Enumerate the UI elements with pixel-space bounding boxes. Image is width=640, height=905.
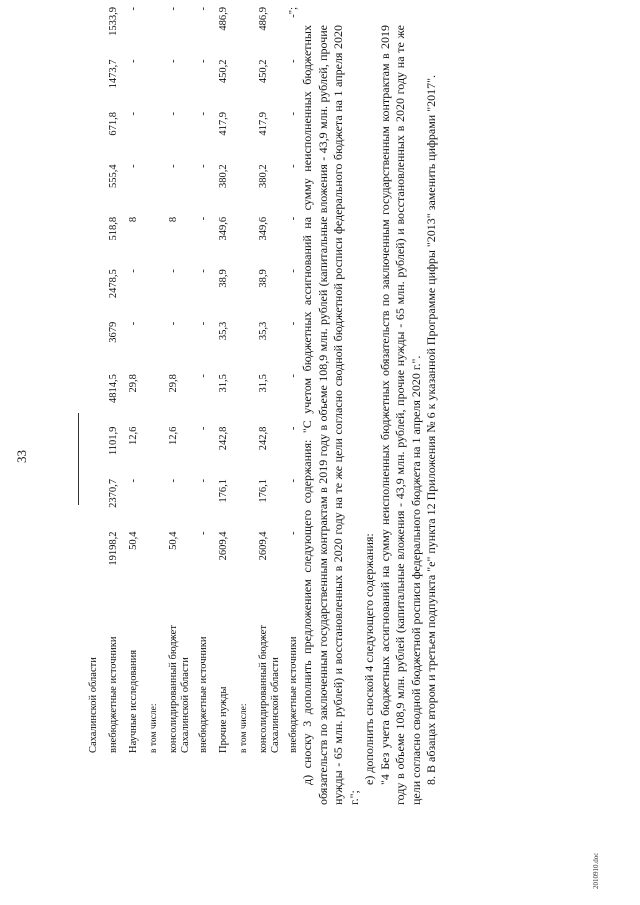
table-cell: 242,8 [218,426,229,451]
table-cell: 2478,5 [108,269,119,299]
table-cell: - [128,479,139,483]
table-cell [238,112,258,164]
table-cell: 31,5 [258,374,269,393]
table-cell: 671,8 [108,111,119,136]
table-cell: 4814,5 [108,374,119,404]
table-cell: 38,9 [258,269,269,288]
table-row [258,7,288,753]
table-cell [238,374,258,426]
table-cell: - [128,164,139,168]
file-reference: 2010910.doc [592,852,600,889]
table-row [128,7,148,753]
paragraph-d: д) сноску 3 дополнить предложением следующего содержания: "С учетом бюджетных ассигнований на сумму неисполненных бюджетных обязательств по заключенным государственным контрактам в 2019 году в объеме 108,9 млн. рублей (капитальные вложения - 43,9 млн. рублей, прочие нужды - 65 млн. рублей) и восстановленных в 2020 году на те же цели согласно сводной бюджетной росписи федерального бюджета на 1 апреля 2020 г."; [300,25,361,805]
table-cell: 1533,9 [108,7,119,36]
footnote-separator-line [78,413,79,505]
table-cell: 8 [128,216,139,223]
table-cell: 555,4 [108,164,119,189]
table-cell [148,374,168,426]
table-cell: 349,6 [258,216,269,241]
table-row [198,7,218,753]
table-cell: - [198,111,209,116]
table-cell [238,7,258,60]
table-cell: 12,6 [128,426,139,445]
table-cell [88,112,108,164]
table-cell: - [198,216,209,221]
table-cell: 8 [168,216,179,223]
row-label: в том числе: [149,703,159,753]
row-label: Сахалинской области [88,657,99,753]
table-cell [148,479,168,531]
table-cell [88,531,108,583]
table-cell [88,60,108,112]
table-cell: 486,9 [218,7,229,31]
table-cell: - [288,531,299,535]
table-cell: 176,1 [218,479,229,503]
table-cell [238,322,258,374]
table-cell: 12,6 [168,426,179,445]
table-cell [88,217,108,269]
paragraph-8: 8. В абзацах втором и третьем подпункта "е" пункта 12 Приложения № 6 к указанной Программе цифры "2013" заменить цифрами "2017". [424,74,438,785]
table-cell: 1473,7 [108,59,119,89]
table-cell [148,60,168,112]
table-cell: - [168,7,179,11]
row-label: консолидированный бюджет Сахалинской области [168,625,191,753]
table-cell: - [288,216,299,221]
table-cell: 2370,7 [108,479,119,508]
table-row [238,7,258,753]
table-row [88,7,108,753]
table-cell: - [168,479,179,483]
table-cell: 29,8 [128,374,139,393]
table-cell [88,164,108,216]
row-label: внебюджетные источники [288,636,299,753]
row-label: Научные исследования [128,649,139,753]
table-cell [238,427,258,479]
paragraph-e: е) дополнить сноской 4 следующего содержания: [362,533,376,785]
row-label: внебюджетные источники [198,636,209,753]
table-cell: 1101,9 [108,426,119,456]
table-cell [148,322,168,374]
table-cell: 417,9 [258,111,269,136]
table-cell [238,60,258,112]
table-cell: 349,6 [218,216,229,241]
table-cell: 450,2 [218,59,229,84]
table-cell [238,479,258,531]
table-cell: - [198,321,209,326]
table-cell [148,112,168,164]
table-cell: - [288,269,299,273]
table-cell: - [168,269,179,273]
table-cell [88,374,108,426]
row-label: консолидированный бюджет Сахалинской области [258,625,281,753]
page-number: 33 [14,450,29,463]
table-cell: 242,8 [258,426,269,451]
table-cell: - [288,479,299,483]
table-cell [238,531,258,583]
table-cell: 29,8 [168,374,179,393]
table-cell: - [198,426,209,431]
table-cell: 380,2 [218,164,229,189]
table-cell: - [128,321,139,326]
funding-table [88,7,308,753]
table-cell [88,322,108,374]
table-cell: 486,9 [258,7,269,31]
table-row [168,7,198,753]
table-cell: - [288,426,299,431]
table-cell: - [168,164,179,168]
table-cell: - [198,531,209,535]
table-cell: -"; [288,7,299,18]
table-cell: - [288,164,299,168]
table-cell: - [168,111,179,116]
table-cell: 450,2 [258,59,269,84]
table-cell: - [168,59,179,64]
table-cell: 417,9 [218,111,229,136]
table-cell [148,7,168,60]
table-cell: - [168,321,179,326]
row-label: в том числе: [239,703,249,753]
table-cell [148,269,168,321]
table-cell: - [288,59,299,64]
table-cell: 50,4 [168,531,179,550]
footnote-4-text: "4 Без учета бюджетных ассигнований на сумму неисполненных бюджетных обязательств по заключенным государственным контрактам в 2019 году в объеме 108,9 млн. рублей (капитальные вложения - 43,9 млн. рублей, прочие нужды - 65 млн. рублей) и восстановленных в 2020 году на те же цели согласно сводной бюджетной росписи федерального бюджета на 1 апреля 2020 г.". [377,25,423,805]
table-row [108,7,128,753]
amendment-text [300,25,440,805]
table-cell: 380,2 [258,164,269,189]
table-cell: 35,3 [218,321,229,341]
row-label: внебюджетные источники [108,636,119,753]
table-cell: 38,9 [218,269,229,288]
table-cell: - [288,374,299,378]
table-cell: - [198,59,209,64]
table-cell: 2609,4 [218,531,229,561]
table-cell: - [198,164,209,168]
table-cell: 19198,2 [108,531,119,566]
table-cell: - [288,321,299,326]
table-cell: 518,8 [108,216,119,241]
table-cell: - [198,374,209,378]
table-cell: - [128,269,139,273]
table-cell [238,217,258,269]
table-row [148,7,168,753]
table-cell: - [198,479,209,483]
table-cell [88,427,108,479]
row-label: Прочие нужды [218,686,229,753]
table-cell [148,217,168,269]
table-cell: - [128,59,139,64]
table-cell: - [198,7,209,11]
table-cell [148,427,168,479]
table-cell: 3679 [108,321,119,343]
table-cell [238,269,258,321]
table-cell: - [198,269,209,273]
table-cell: 176,1 [258,479,269,503]
table-cell [148,531,168,583]
table-cell [88,7,108,60]
table-row [218,7,238,753]
funding-table-body [88,7,308,753]
table-cell [148,164,168,216]
table-cell [238,164,258,216]
table-cell: 50,4 [128,531,139,550]
table-cell: - [128,111,139,116]
table-cell: - [288,111,299,116]
table-cell: 35,3 [258,321,269,341]
table-cell: - [128,7,139,11]
table-cell: 31,5 [218,374,229,393]
table-cell: 2609,4 [258,531,269,561]
table-cell [88,479,108,531]
table-cell [88,269,108,321]
